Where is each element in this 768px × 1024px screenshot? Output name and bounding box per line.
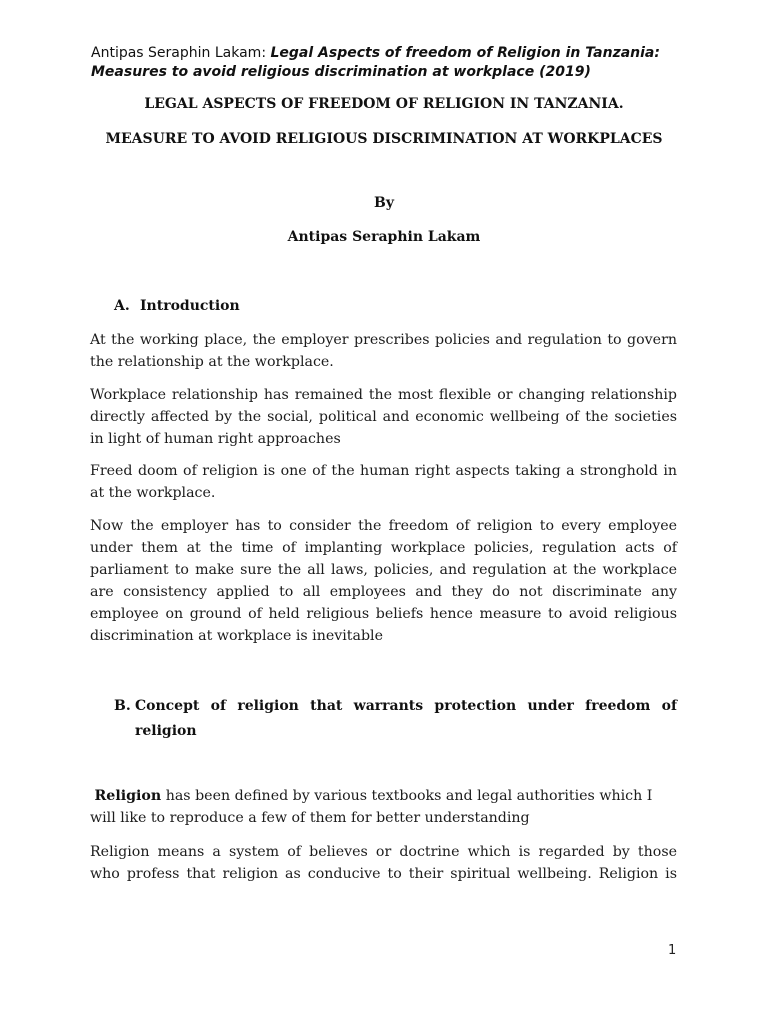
paragraph-line: discrimination at workplace is inevitable bbox=[90, 628, 383, 644]
paragraph-line: the relationship at the workplace. bbox=[90, 354, 334, 370]
header-title-line2: Measures to avoid religious discrimination at workplace (2019) bbox=[91, 64, 591, 80]
header-title-line1: Legal Aspects of freedom of Religion in Tanzania: bbox=[270, 45, 660, 61]
paragraph-line: Workplace relationship has remained the most flexible or changing relationship bbox=[90, 387, 677, 403]
paragraph-line: At the working place, the employer prescribes policies and regulation to govern bbox=[90, 332, 677, 348]
paragraph-line: employee on ground of held religious beliefs hence measure to avoid religious bbox=[90, 606, 677, 622]
religion-meaning-paragraph bbox=[90, 841, 677, 885]
section-a-title: Introduction bbox=[140, 298, 240, 314]
page-number: 1 bbox=[668, 943, 677, 958]
section-b-title-line2: religion bbox=[135, 723, 197, 739]
paragraph-line: under them at the time of implanting workplace policies, regulation acts of bbox=[90, 540, 677, 556]
byline-author: Antipas Seraphin Lakam bbox=[287, 229, 481, 245]
paragraph-line: directly affected by the social, political and economic wellbeing of the societies bbox=[90, 409, 677, 425]
intro-paragraph-3 bbox=[90, 460, 677, 504]
religion-definition-paragraph bbox=[90, 785, 677, 829]
paragraph-line: who profess that religion as conducive to their spiritual wellbeing. Religion is bbox=[90, 866, 677, 882]
intro-paragraph-2 bbox=[90, 384, 677, 450]
line-rest: has been defined by various textbooks and legal authorities which I bbox=[161, 788, 653, 804]
section-a-number: A. bbox=[114, 298, 130, 314]
paragraph-line: will like to reproduce a few of them for better understanding bbox=[90, 810, 530, 826]
paragraph-line bbox=[90, 785, 677, 807]
header-separator: : bbox=[261, 45, 271, 61]
section-b-title-line1: Concept of religion that warrants protection under freedom of bbox=[135, 698, 677, 714]
section-a-heading bbox=[114, 298, 240, 314]
paragraph-line: Religion means a system of believes or doctrine which is regarded by those bbox=[90, 844, 677, 860]
byline-label: By bbox=[374, 195, 394, 211]
paragraph-line: Now the employer has to consider the freedom of religion to every employee bbox=[90, 518, 677, 534]
section-b-heading bbox=[114, 694, 677, 744]
document-title-line2: MEASURE TO AVOID RELIGIOUS DISCRIMINATION AT WORKPLACES bbox=[105, 131, 663, 147]
running-header bbox=[91, 44, 691, 82]
keyword-religion: Religion bbox=[94, 788, 162, 804]
section-b-number: B. bbox=[114, 698, 131, 714]
intro-paragraph-4 bbox=[90, 515, 677, 647]
paragraph-line: Freed doom of religion is one of the human right aspects taking a stronghold in bbox=[90, 463, 677, 479]
paragraph-line: parliament to make sure the all laws, policies, and regulation at the workplace bbox=[90, 562, 677, 578]
header-author: Antipas Seraphin Lakam bbox=[91, 45, 262, 61]
paragraph-line: at the workplace. bbox=[90, 485, 216, 501]
intro-paragraph-1 bbox=[90, 329, 677, 373]
paragraph-line: are consistency applied to all employees and they do not discriminate any bbox=[90, 584, 677, 600]
document-title-line1: LEGAL ASPECTS OF FREEDOM OF RELIGION IN TANZANIA. bbox=[144, 96, 624, 112]
paragraph-line: in light of human right approaches bbox=[90, 431, 341, 447]
